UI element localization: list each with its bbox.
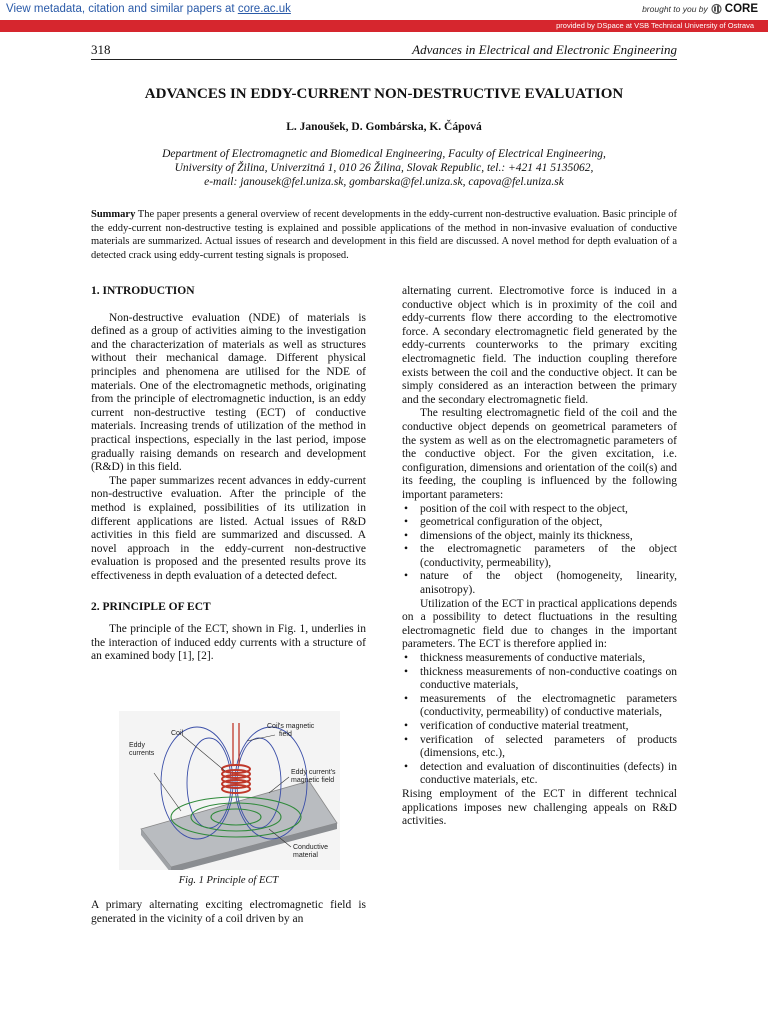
- list-item: • nature of the object (homogeneity, linearity, anisotropy).: [402, 570, 677, 597]
- list-item: • verification of conductive material treatment,: [402, 720, 677, 734]
- core-link-prefix[interactable]: View metadata, citation and similar papers at: [6, 3, 238, 15]
- affiliation-line: e-mail: janousek@fel.uniza.sk, gombarska@fel.uniza.sk, capova@fel.uniza.sk: [204, 176, 564, 188]
- list-item: • position of the coil with respect to the object,: [402, 503, 677, 517]
- core-brought-text: brought to you by: [642, 4, 708, 14]
- affiliation-line: University of Žilina, Univerzitná 1, 010 26 Žilina, Slovak Republic, tel.: +421 41 5135062,: [174, 162, 594, 174]
- left-column: [91, 285, 366, 664]
- figure-label-coil: Coil: [171, 730, 184, 737]
- list-item: • verification of selected parameters of products (dimensions, etc.),: [402, 734, 677, 761]
- paper-title: ADVANCES IN EDDY-CURRENT NON-DESTRUCTIVE EVALUATION: [144, 86, 624, 102]
- affiliation-line: Department of Electromagnetic and Biomedical Engineering, Faculty of Electrical Engineering,: [162, 148, 606, 160]
- page-number: 318: [91, 42, 111, 57]
- right-paragraph-3: Utilization of the ECT in practical applications depends on a possibility to detect fluctuations in the resulting electromagnetic field due to changes in the important parameters. The ECT is therefore applied in:: [402, 597, 677, 651]
- right-paragraph-1: alternating current. Electromotive force is induced in a conductive object which is in proximity of the coil and eddy-currents flow there according to the electromotive force. A secondary electromagnetic field generated by the eddy-currents counterworks to the primary exciting electromagnetic field. The induction coupling therefore exists between the coil and the conductive object. It can be simply considered as an interaction between the primary and the secondary electromagnetic field.: [402, 285, 677, 406]
- figure-caption: Fig. 1 Principle of ECT: [178, 875, 279, 886]
- right-column: [402, 285, 677, 829]
- paper-authors: L. Janoušek, D. Gombárska, K. Čápová: [286, 121, 482, 133]
- left-column-bottom: [91, 899, 366, 926]
- figure-label-eddy: Eddy: [129, 742, 145, 749]
- core-provided-text[interactable]: provided by DSpace at VSB Technical University of Ostrava: [556, 21, 754, 30]
- list-item: • dimensions of the object, mainly its thickness,: [402, 530, 677, 544]
- summary-label: Summary: [91, 209, 136, 220]
- core-logo-text: CORE: [724, 3, 758, 15]
- principle-paragraph-1: The principle of the ECT, shown in Fig. 1, underlies in the interaction of induced eddy currents with a structure of an examined body [1], [2].: [91, 623, 366, 663]
- summary: [91, 208, 677, 262]
- core-brought-by[interactable]: [642, 3, 758, 15]
- right-paragraph-2: The resulting electromagnetic field of the coil and the conductive object depends on geometrical parameters of the system as well as on the electromagnetic parameters of the conductive object. For the given excitation, i.e. configuration, dimensions and orientation of the coil(s) and its feeding, the coupling is influenced by the following important parameters:: [402, 407, 677, 501]
- figure-label-material: material: [293, 852, 318, 859]
- list-item: • detection and evaluation of discontinuities (defects) in conductive materials, etc.: [402, 761, 677, 788]
- list-item: • measurements of the electromagnetic parameters (conductivity, permeability) of conductive materials,: [402, 693, 677, 720]
- core-metadata-link[interactable]: [6, 3, 291, 15]
- core-provided-bar: [0, 20, 768, 32]
- list-item: • thickness measurements of conductive materials,: [402, 652, 677, 666]
- right-paragraph-4: Rising employment of the ECT in different technical applications imposes new challenging appeals on R&D activities.: [402, 787, 677, 828]
- intro-paragraph-2: The paper summarizes recent advances in eddy-current non-destructive evaluation. After the principle of the method is explained, possibilities of its utilization in different applications are listed. Actual issues of R&D activities in this field are summarized and discussed. A novel approach in the eddy-current non-destructive evaluation is proposed and the presented results prove its effectiveness in depth evaluation of a detected defect.: [91, 474, 366, 582]
- figure-label-eddy: currents: [129, 750, 155, 757]
- figure-label-coil-field: Coil's magnetic: [267, 723, 315, 730]
- figure-label-eddy-field: magnetic field: [291, 777, 335, 784]
- core-banner: [0, 0, 768, 21]
- principle-paragraph-2: A primary alternating exciting electromagnetic field is generated in the vicinity of a coil driven by an: [91, 899, 366, 925]
- core-logo-icon: [711, 3, 722, 15]
- figure-label-eddy-field: Eddy current's: [291, 769, 336, 776]
- application-list: [402, 652, 677, 788]
- figure-label-coil-field: field: [279, 731, 292, 738]
- list-item: • geometrical configuration of the object,: [402, 516, 677, 530]
- section-heading-introduction: 1. INTRODUCTION: [91, 285, 195, 297]
- header-rule: [91, 59, 677, 60]
- list-item: • the electromagnetic parameters of the object (conductivity, permeability),: [402, 543, 677, 570]
- figure-label-material: Conductive: [293, 844, 329, 851]
- parameter-list: [402, 503, 677, 598]
- list-item: • thickness measurements of non-conductive coatings on conductive materials,: [402, 666, 677, 693]
- section-heading-principle: 2. PRINCIPLE OF ECT: [91, 601, 211, 614]
- figure-principle-of-ect: [119, 711, 340, 870]
- journal-title: Advances in Electrical and Electronic Engineering: [412, 42, 677, 57]
- summary-text: The paper presents a general overview of recent developments in the eddy-current non-destructive evaluation. Basic principle of the eddy-current non-destructive testing is explained and possible applications of the method in non-invasive evaluation of conductive materials are summarized. Actual issues of research and development in this field are discussed. A novel method for depth evaluation of a detected crack using eddy-current testing signals is proposed.: [91, 209, 677, 261]
- core-link-domain[interactable]: core.ac.uk: [237, 3, 291, 15]
- affiliation: [91, 147, 677, 189]
- intro-paragraph-1: Non-destructive evaluation (NDE) of materials is defined as a group of activities aiming to the investigation and the characterization of materials as well as structures without their mechanical damage. Different physical principles and phenomena are utilised for the NDE of materials. One of the electromagnetic methods, originating from the principle of electromagnetic induction, is an eddy current non-destructive testing (ECT) of conductive materials. Increasing trends of utilization of the method in practical inspections, especially in the last period, impose gradually raising demands on research and development (R&D) in this field.: [91, 311, 366, 474]
